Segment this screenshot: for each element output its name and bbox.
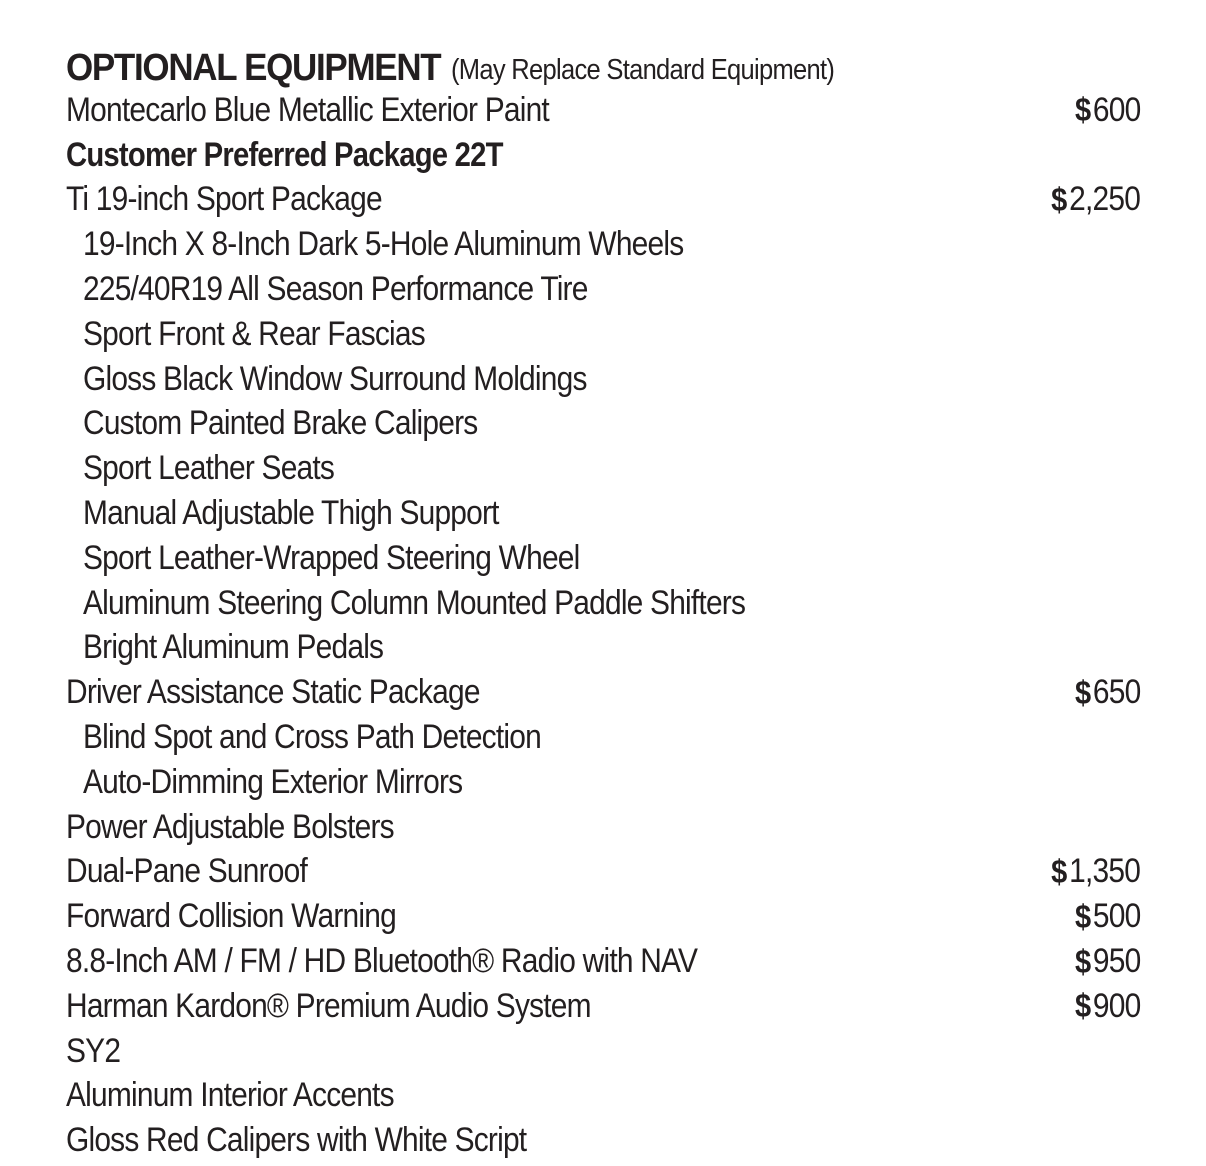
package-feature-row <box>66 536 1140 581</box>
optional-equipment-section <box>66 40 1140 1163</box>
equipment-price <box>1074 673 1140 712</box>
section-heading <box>66 40 1140 88</box>
package-feature-row <box>66 491 1140 536</box>
section-note: (May Replace Standard Equipment) <box>450 54 835 86</box>
equipment-label: Customer Preferred Package 22T <box>66 135 503 174</box>
equipment-label: Sport Leather Seats <box>83 449 335 488</box>
equipment-row <box>66 133 1140 178</box>
equipment-row <box>66 850 1140 895</box>
equipment-label: 19-Inch X 8-Inch Dark 5-Hole Aluminum Wheels <box>83 225 684 264</box>
equipment-label: Gloss Red Calipers with White Script <box>66 1121 527 1160</box>
currency-symbol: $ <box>1074 673 1090 711</box>
equipment-price <box>1074 91 1140 130</box>
currency-symbol: $ <box>1051 852 1067 890</box>
package-feature-row <box>66 222 1140 267</box>
section-title: OPTIONAL EQUIPMENT <box>66 47 441 89</box>
price-amount: 650 <box>1092 673 1140 712</box>
equipment-row <box>66 1074 1140 1119</box>
equipment-row <box>66 805 1140 850</box>
equipment-label: Bright Aluminum Pedals <box>83 628 384 667</box>
equipment-label: Aluminum Interior Accents <box>66 1076 394 1115</box>
equipment-label: Aluminum Steering Column Mounted Paddle Shifters <box>83 583 746 622</box>
currency-symbol: $ <box>1074 91 1090 129</box>
price-amount: 500 <box>1092 897 1140 936</box>
package-feature-row <box>66 581 1140 626</box>
price-amount: 2,250 <box>1069 180 1140 219</box>
equipment-row <box>66 670 1140 715</box>
equipment-price <box>1074 942 1140 981</box>
equipment-label: 8.8-Inch AM / FM / HD Bluetooth® Radio with NAV <box>66 942 698 981</box>
equipment-label: Auto-Dimming Exterior Mirrors <box>83 762 463 801</box>
package-feature-row <box>66 626 1140 671</box>
equipment-label: Sport Leather-Wrapped Steering Wheel <box>83 538 580 577</box>
equipment-label: Manual Adjustable Thigh Support <box>83 494 499 533</box>
equipment-row <box>66 88 1140 133</box>
price-amount: 900 <box>1092 986 1140 1025</box>
equipment-row <box>66 1118 1140 1163</box>
equipment-row <box>66 894 1140 939</box>
package-feature-row <box>66 760 1140 805</box>
equipment-label: Power Adjustable Bolsters <box>66 807 394 846</box>
price-amount: 950 <box>1092 942 1140 981</box>
equipment-row <box>66 984 1140 1029</box>
equipment-label: Custom Painted Brake Calipers <box>83 404 478 443</box>
package-feature-row <box>66 357 1140 402</box>
equipment-label: Ti 19-inch Sport Package <box>66 180 382 219</box>
package-feature-row <box>66 312 1140 357</box>
equipment-label: SY2 <box>66 1031 121 1070</box>
equipment-label: Harman Kardon® Premium Audio System <box>66 986 591 1025</box>
currency-symbol: $ <box>1074 942 1090 980</box>
currency-symbol: $ <box>1074 987 1090 1025</box>
equipment-row <box>66 939 1140 984</box>
package-feature-row <box>66 446 1140 491</box>
equipment-list <box>66 88 1140 1163</box>
equipment-label: Sport Front & Rear Fascias <box>83 314 425 353</box>
equipment-price <box>1074 987 1140 1026</box>
currency-symbol: $ <box>1051 180 1067 218</box>
package-feature-row <box>66 715 1140 760</box>
price-amount: 600 <box>1092 90 1140 129</box>
equipment-row <box>66 178 1140 223</box>
equipment-price <box>1051 852 1140 891</box>
equipment-label: Forward Collision Warning <box>66 897 396 936</box>
currency-symbol: $ <box>1074 897 1090 935</box>
equipment-label: Montecarlo Blue Metallic Exterior Paint <box>66 90 549 129</box>
equipment-price <box>1074 897 1140 936</box>
price-amount: 1,350 <box>1069 852 1140 891</box>
equipment-label: Driver Assistance Static Package <box>66 673 480 712</box>
equipment-label: Blind Spot and Cross Path Detection <box>83 718 541 757</box>
equipment-row <box>66 1029 1140 1074</box>
equipment-label: Dual-Pane Sunroof <box>66 852 308 891</box>
package-feature-row <box>66 402 1140 447</box>
equipment-price <box>1051 180 1140 219</box>
package-feature-row <box>66 267 1140 312</box>
equipment-label: Gloss Black Window Surround Moldings <box>83 359 587 398</box>
equipment-label: 225/40R19 All Season Performance Tire <box>83 270 588 309</box>
